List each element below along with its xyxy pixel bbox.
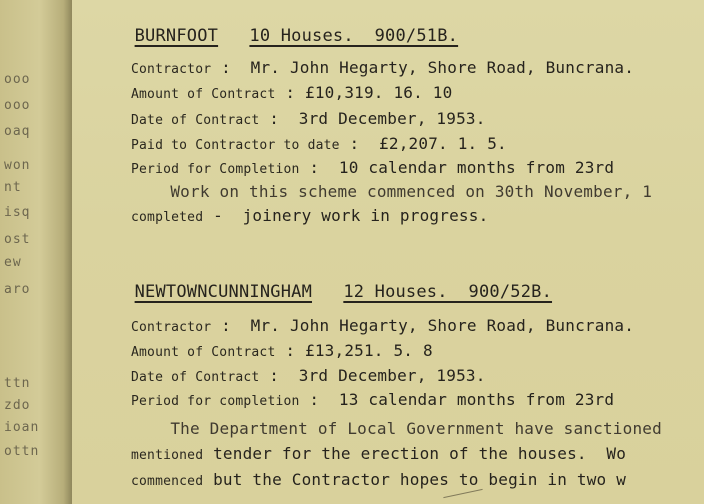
line-label: Period for Completion — [131, 162, 300, 177]
line-label: Amount of Contract — [131, 87, 276, 102]
line-value: : 3rd December, 1953. — [259, 366, 486, 385]
adjacent-page-fragment: ew — [4, 255, 22, 270]
line-label: Paid to Contractor to date — [131, 138, 340, 153]
line-label: Period for completion — [131, 394, 300, 409]
line-value: : 3rd December, 1953. — [259, 109, 486, 128]
adjacent-page-strip — [0, 0, 72, 504]
line-value: : Mr. John Hegarty, Shore Road, Buncrana. — [211, 316, 635, 335]
section-title: 12 Houses. 900/52B. — [343, 282, 553, 302]
document-page — [72, 0, 704, 504]
narrative-line — [72, 450, 626, 504]
line-value: The Department of Local Government have sanctioned — [131, 419, 662, 438]
line-value: : £10,319. 16. 10 — [275, 83, 453, 102]
narrative-line — [72, 186, 488, 248]
line-value: Work on this scheme commenced on 30th November, 1 — [131, 182, 653, 201]
line-value: : £13,251. 5. 8 — [275, 341, 433, 360]
adjacent-page-fragment: aro — [4, 282, 31, 297]
line-label: Date of Contract — [131, 370, 260, 385]
line-value: : £2,207. 1. 5. — [339, 134, 507, 153]
line-value: : 13 calendar months from 23rd — [299, 390, 615, 409]
line-value: - joinery work in progress. — [203, 206, 489, 225]
adjacent-page-fragment: ooo — [4, 98, 31, 113]
adjacent-page-fragment: won — [4, 158, 31, 173]
line-label: Contractor — [131, 62, 212, 77]
adjacent-page-fragment: ost — [4, 232, 31, 247]
adjacent-page-fragment: nt — [4, 180, 22, 195]
line-value: : 10 calendar months from 23rd — [299, 158, 615, 177]
section-title: 10 Houses. 900/51B. — [249, 26, 459, 46]
adjacent-page-fragment: ottn — [4, 444, 40, 459]
line-value: tender for the erection of the houses. Wo — [203, 444, 627, 463]
line-label: Contractor — [131, 320, 212, 335]
section-location: NEWTOWNCUNNINGHAM — [134, 282, 313, 302]
adjacent-page-fragment: zdo — [4, 398, 31, 413]
adjacent-page-fragment: ioan — [4, 420, 40, 435]
line-label: mentioned — [131, 448, 204, 463]
line-value: but the Contractor hopes to begin in two w — [203, 470, 627, 489]
adjacent-page-fragment: ttn — [4, 376, 31, 391]
line-label: Date of Contract — [131, 113, 260, 128]
line-label: Amount of Contract — [131, 345, 276, 360]
line-label: commenced — [131, 474, 204, 489]
section-location: BURNFOOT — [134, 26, 219, 46]
line-value: : Mr. John Hegarty, Shore Road, Buncrana. — [211, 58, 635, 77]
adjacent-page-fragment: oaq — [4, 124, 31, 139]
adjacent-page-fragment: ooo — [4, 72, 31, 87]
adjacent-page-fragment: isq — [4, 205, 31, 220]
line-label: completed — [131, 210, 204, 225]
